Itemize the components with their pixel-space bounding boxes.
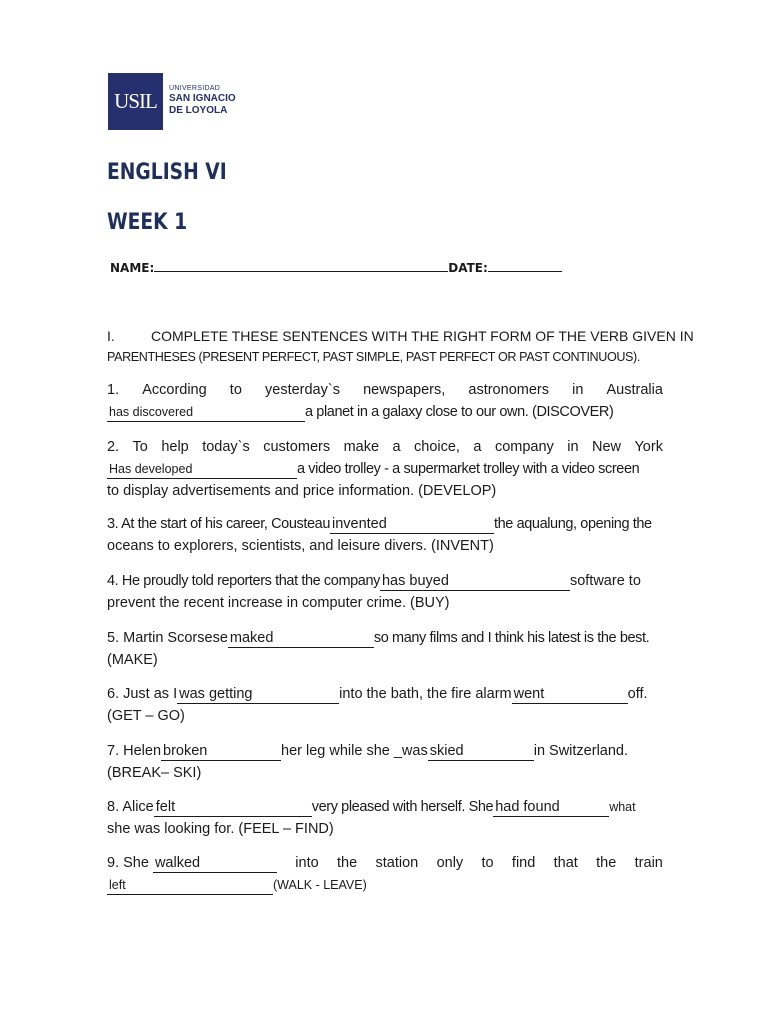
instructions-line-1: COMPLETE THESE SENTENCES WITH THE RIGHT FORM OF THE VERB GIVEN IN — [151, 328, 694, 344]
q8-before: 8. Alice — [107, 799, 154, 815]
question-9 — [107, 852, 663, 896]
instructions-line-2: PARENTHESES (PRESENT PERFECT, PAST SIMPLE, PAST PERFECT OR PAST CONTINUOUS). — [107, 350, 640, 364]
q7-before: 7. Helen — [107, 743, 162, 759]
name-label: NAME: — [110, 261, 155, 275]
q5-before: 5. Martin Scorsese — [107, 630, 228, 646]
date-label: DATE: — [448, 261, 488, 275]
q6-line-2: (GET – GO) — [107, 708, 185, 724]
q7-answer-2[interactable]: skied — [428, 742, 534, 761]
q3-line-2: oceans to explorers, scientists, and leisure divers. (INVENT) — [107, 538, 494, 554]
q8-answer-1[interactable]: felt — [154, 798, 312, 817]
q4-after: software to — [569, 573, 641, 589]
q2-rest: a video trolley - a supermarket trolley with a video screen — [297, 461, 640, 477]
question-5 — [107, 627, 663, 671]
q6-answer-1[interactable]: was getting — [177, 685, 339, 704]
q7-line-2: (BREAK– SKI) — [107, 765, 202, 781]
question-8 — [107, 796, 663, 840]
q3-after: the aqualung, opening the — [493, 516, 652, 532]
q4-line-2: prevent the recent increase in computer crime. (BUY) — [107, 595, 450, 611]
university-logo-mark — [108, 73, 163, 130]
q6-after: off. — [627, 686, 648, 702]
question-7 — [107, 740, 663, 784]
question-1 — [107, 379, 663, 423]
question-2 — [107, 436, 663, 502]
q9-line-1: 9. She walked into the station only to find that the train — [107, 855, 663, 871]
q9-answer-2[interactable]: left — [107, 876, 273, 895]
q9-after: (WALK - LEAVE) — [273, 878, 367, 892]
q3-answer[interactable]: invented — [330, 515, 494, 534]
date-line[interactable] — [488, 259, 562, 272]
instructions — [107, 326, 694, 368]
q6-before: 6. Just as I — [107, 686, 178, 702]
logo-line-1: UNIVERSIDAD — [169, 85, 221, 92]
q5-after: so many films and I think his latest is the best. — [373, 630, 650, 646]
q1-rest: a planet in a galaxy close to our own. (DISCOVER) — [305, 404, 614, 420]
q1-answer[interactable]: has discovered — [107, 403, 305, 422]
q4-before: 4. He proudly told reporters that the company — [107, 573, 380, 589]
q9-answer-1[interactable]: walked — [153, 854, 277, 873]
question-3 — [107, 513, 663, 557]
q9-before: 9. She — [107, 855, 149, 871]
q2-answer[interactable]: Has developed — [107, 460, 297, 479]
logo-line-2: SAN IGNACIO — [169, 93, 236, 104]
instructions-number: I. — [107, 328, 115, 344]
q2-line-3: to display advertisements and price information. (DEVELOP) — [107, 483, 497, 499]
question-4 — [107, 570, 663, 614]
q8-after: what — [609, 800, 636, 814]
q7-after: in Switzerland. — [533, 743, 629, 759]
q5-answer[interactable]: maked — [228, 629, 374, 648]
q6-answer-2[interactable]: went — [512, 685, 628, 704]
logo-line-3: DE LOYOLA — [169, 105, 228, 116]
q6-middle: into the bath, the fire alarm — [339, 686, 512, 702]
name-date-row — [110, 259, 562, 275]
q7-answer-1[interactable]: broken — [161, 742, 281, 761]
question-6 — [107, 683, 663, 727]
week-title: WEEK 1 — [107, 210, 188, 235]
q2-line-1: 2. To help today`s customers make a choice, a company in New York — [107, 439, 663, 455]
q8-line-2: she was looking for. (FEEL – FIND) — [107, 821, 334, 837]
q3-before: 3. At the start of his career, Cousteau — [107, 516, 330, 532]
q7-middle: her leg while she _was — [281, 743, 428, 759]
q4-answer[interactable]: has buyed — [380, 572, 570, 591]
course-title: ENGLISH VI — [107, 160, 227, 185]
logo-mark-text: USIL — [114, 89, 157, 113]
q1-line-1: 1. According to yesterday`s newspapers, astronomers in Australia — [107, 382, 663, 398]
name-line[interactable] — [154, 259, 448, 272]
q5-line-2: (MAKE) — [107, 652, 158, 668]
university-logo-text — [169, 84, 236, 117]
q8-answer-2[interactable]: had found — [493, 798, 609, 817]
q8-middle: very pleased with herself. She — [311, 799, 494, 815]
